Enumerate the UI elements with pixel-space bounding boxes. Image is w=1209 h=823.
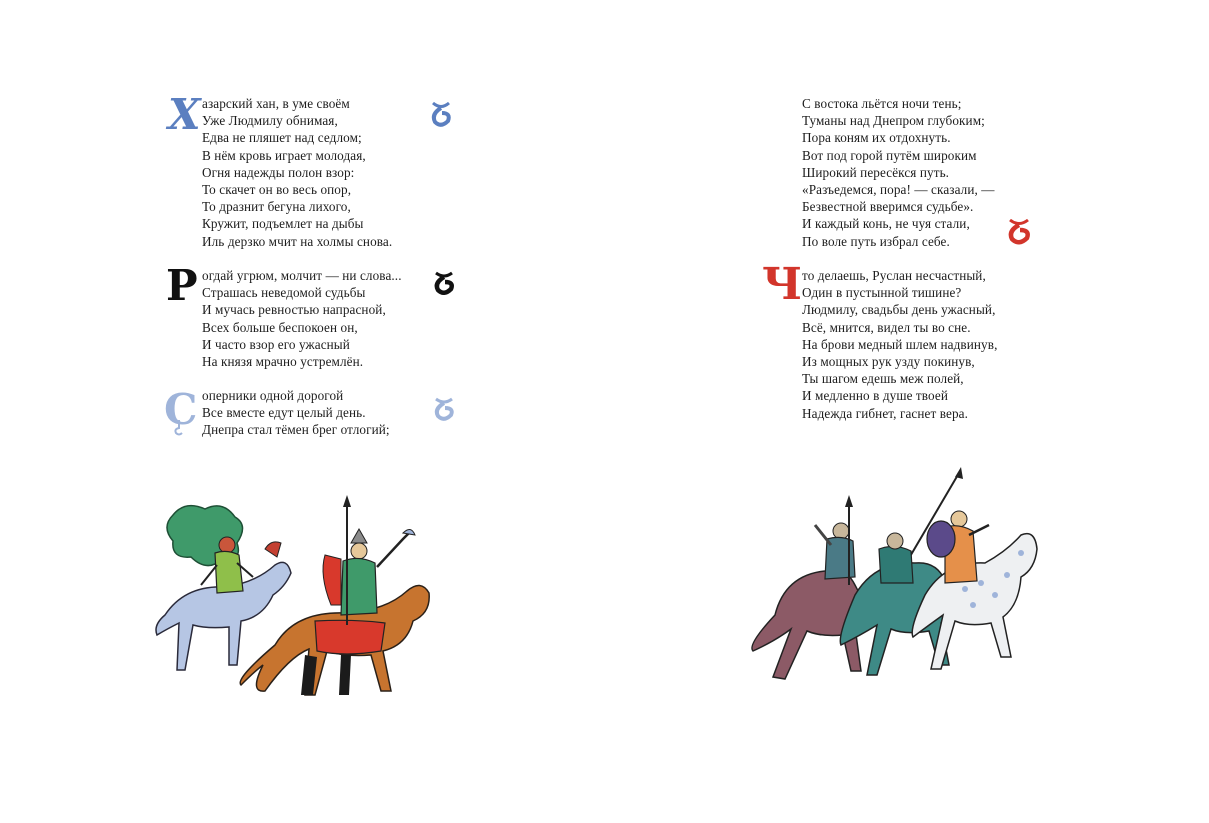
verse-line: Людмилу, свадьбы день ужасный, bbox=[802, 302, 996, 318]
verse-line: На князя мрачно устремлён. bbox=[202, 353, 364, 369]
stanza-3 bbox=[202, 387, 390, 439]
verse-line: Иль дерзко мчит на холмы снова. bbox=[202, 233, 393, 249]
verse-line: Всё, мнится, видел ты во сне. bbox=[802, 319, 971, 335]
stanza-2 bbox=[202, 267, 402, 370]
verse-line: И медленно в душе твоей bbox=[802, 388, 948, 404]
drop-cap-ch: Ч bbox=[762, 259, 803, 310]
verse-line: То скачет он во весь опор, bbox=[202, 181, 352, 197]
verse-line: огдай угрюм, молчит — ни слова... bbox=[202, 268, 402, 283]
stanza-5 bbox=[802, 267, 997, 422]
verse-line: азарский хан, в уме своём bbox=[202, 96, 350, 111]
verse-line: Днепра стал тёмен брег отлогий; bbox=[202, 422, 390, 438]
drop-cap-kh: Х bbox=[168, 90, 201, 139]
illustration-riders-with-spears-icon bbox=[745, 465, 1040, 695]
verse-line: Огня надежды полон взор: bbox=[202, 164, 355, 180]
verse-line: Страшась неведомой судьбы bbox=[202, 285, 366, 301]
verse-line: И мучась ревностью напрасной, bbox=[202, 302, 386, 318]
verse-line: то делаешь, Руслан несчастный, bbox=[802, 268, 986, 283]
verse-line: Ты шагом едешь меж полей, bbox=[802, 371, 964, 387]
verse-line: По воле путь избрал себе. bbox=[802, 233, 950, 249]
verse-line: С востока льётся ночи тень; bbox=[802, 96, 962, 111]
illustration-khazar-khan-and-rogday-riders-icon bbox=[145, 495, 445, 700]
verse-line: И каждый конь, не чуя стали, bbox=[802, 216, 970, 232]
verse-line: Туманы над Днепром глубоким; bbox=[802, 113, 985, 129]
verse-line: Широкий пересёкся путь. bbox=[802, 164, 950, 180]
verse-line: Едва не пляшет над седлом; bbox=[202, 130, 362, 146]
ornament-hook-icon bbox=[172, 420, 186, 436]
verse-line: Надежда гибнет, гаснет вера. bbox=[802, 405, 968, 421]
verse-line: Пора коням их отдохнуть. bbox=[802, 130, 951, 146]
verse-line: Все вместе едут целый день. bbox=[202, 405, 366, 421]
verse-line: То дразнит бегуна лихого, bbox=[202, 199, 351, 215]
verse-line: Кружит, подъемлет на дыбы bbox=[202, 216, 364, 232]
stanza-4 bbox=[802, 95, 995, 250]
verse-line: Безвестной вверимся судьбе». bbox=[802, 199, 974, 215]
verse-line: И часто взор его ужасный bbox=[202, 336, 350, 352]
verse-line: оперники одной дорогой bbox=[202, 388, 344, 403]
verse-line: На брови медный шлем надвинув, bbox=[802, 336, 998, 352]
ornament-initial-light-blue-icon bbox=[432, 396, 456, 422]
verse-line: В нём кровь играет молодая, bbox=[202, 147, 366, 163]
drop-cap-s: С bbox=[164, 385, 198, 434]
verse-line: Уже Людмилу обнимая, bbox=[202, 113, 338, 129]
verse-line: Вот под горой путём широким bbox=[802, 147, 977, 163]
stanza-1 bbox=[202, 95, 392, 250]
ornament-red-swirl-icon bbox=[1005, 216, 1033, 246]
drop-cap-r: Р bbox=[166, 261, 198, 310]
verse-line: «Разъедемся, пора! — сказали, — bbox=[802, 181, 995, 197]
verse-line: Один в пустынной тишине? bbox=[802, 285, 962, 301]
verse-line: Всех больше беспокоен он, bbox=[202, 319, 358, 335]
ornament-initial-blue-icon bbox=[428, 100, 454, 128]
verse-line: Из мощных рук узду покинув, bbox=[802, 353, 975, 369]
ornament-initial-black-icon bbox=[432, 270, 456, 296]
